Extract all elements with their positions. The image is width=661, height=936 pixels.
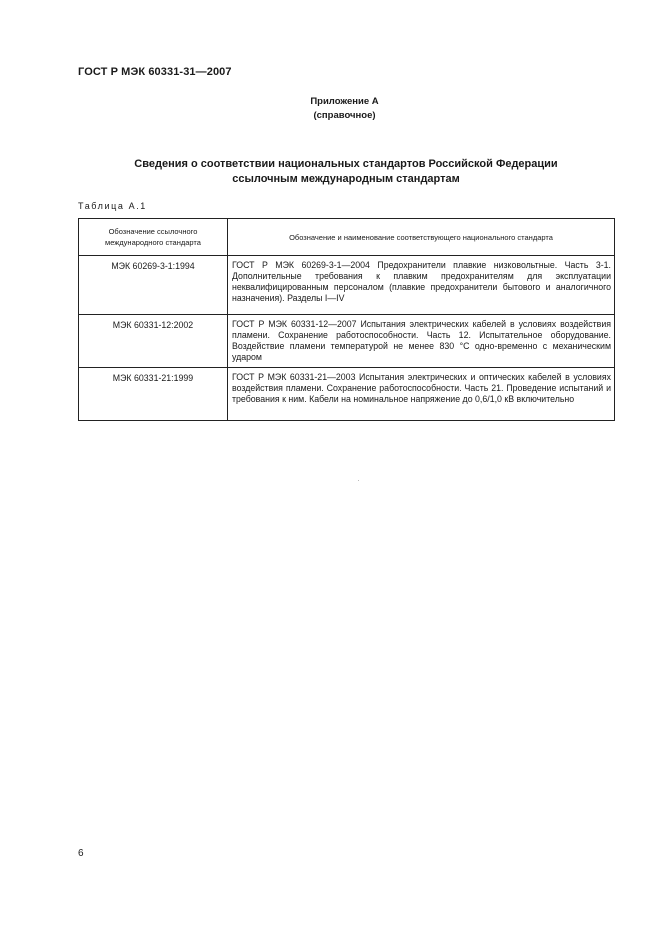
standards-correspondence-table <box>78 218 615 421</box>
header-national-standard: Обозначение и наименование соответствующего национального стандарта <box>228 219 615 256</box>
table-caption: Таблица А.1 <box>78 201 147 211</box>
annex-title: Приложение А <box>310 96 379 107</box>
international-standard-cell: МЭК 60331-12:2002 <box>79 315 228 368</box>
table-row <box>79 256 615 315</box>
page-number: 6 <box>78 848 84 859</box>
national-standard-cell: ГОСТ Р МЭК 60331-12—2007 Испытания электрических кабелей в условиях воздействия пламени. Сохранение работоспособности. Часть 12. Испытательное оборудование. Воздействие пламени температурой не менее 830 °С одно-временно с механическим ударом <box>228 315 615 368</box>
page-title <box>78 157 614 187</box>
national-standard-cell: ГОСТ Р МЭК 60331-21—2003 Испытания электрических и оптических кабелей в условиях воздействия пламени. Сохранение работоспособности. Часть 21. Проведение испытаний и требования к ним. Кабели на номинальное напряжение до 0,6/1,0 кВ включительно <box>228 368 615 421</box>
national-standard-cell: ГОСТ Р МЭК 60269-3-1—2004 Предохранители плавкие низковольтные. Часть 3-1. Дополнительные требования к плавким предохранителям для эксплуатации неквалифицированным персоналом (плавкие предохранители бытового и аналогичного назначения). Разделы I—IV <box>228 256 615 315</box>
table-row <box>79 315 615 368</box>
annex-status: (справочное) <box>313 110 376 121</box>
table-header-row <box>79 219 615 256</box>
header-international-standard: Обозначение ссылочного международного стандарта <box>79 219 228 256</box>
page-title-line-2: ссылочным международным стандартам <box>232 173 460 185</box>
international-standard-cell: МЭК 60269-3-1:1994 <box>79 256 228 315</box>
document-code: ГОСТ Р МЭК 60331-31—2007 <box>78 66 232 78</box>
table-row <box>79 368 615 421</box>
annex-heading <box>0 95 661 123</box>
page-title-line-1: Сведения о соответствии национальных стандартов Российской Федерации <box>134 158 558 170</box>
scan-speck <box>358 480 359 481</box>
international-standard-cell: МЭК 60331-21:1999 <box>79 368 228 421</box>
